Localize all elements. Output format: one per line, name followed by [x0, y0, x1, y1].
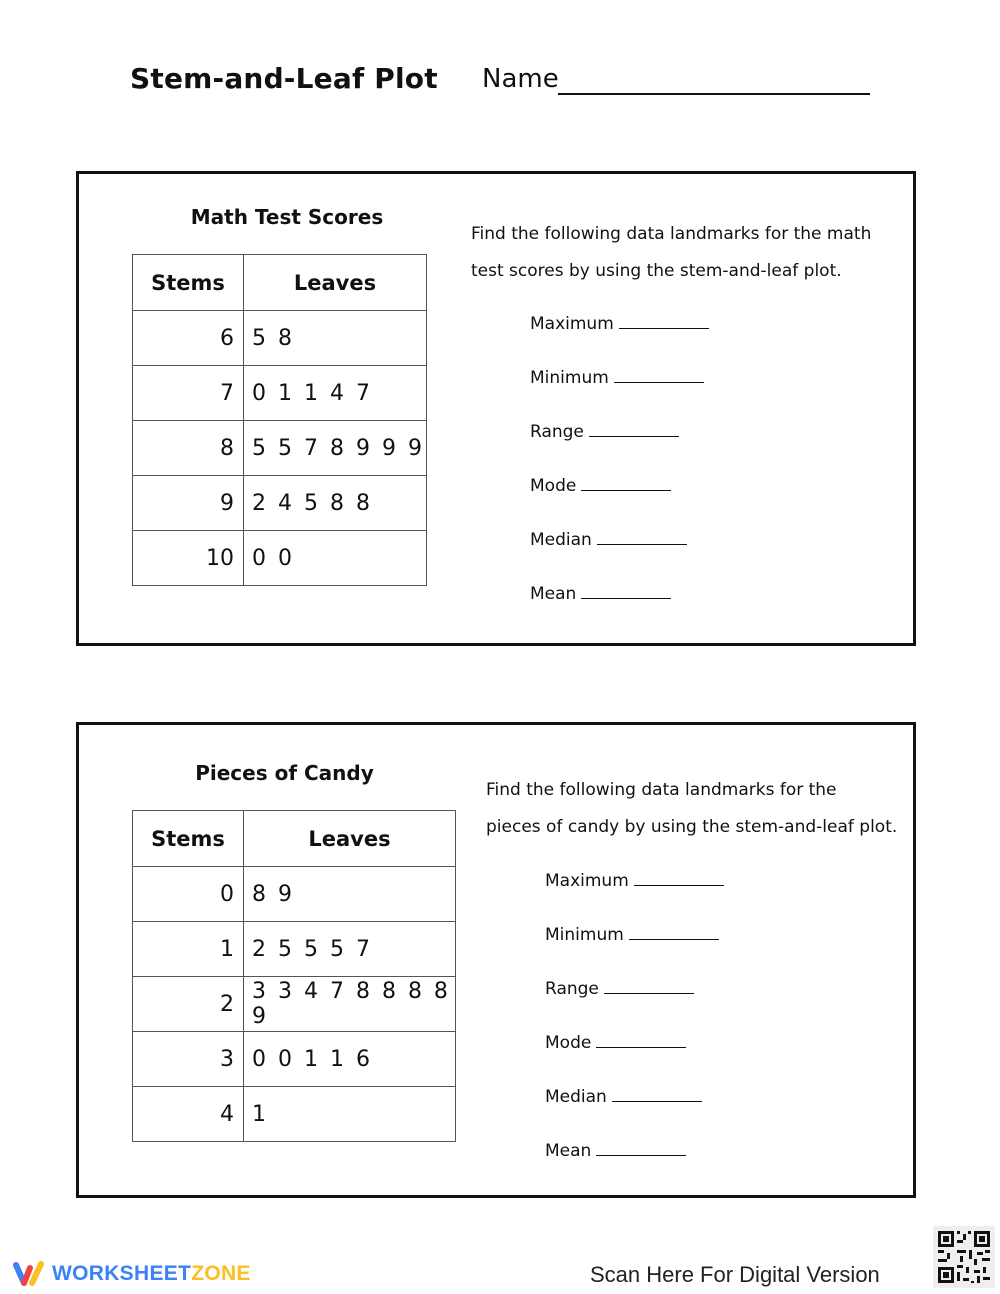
- table-row: [133, 922, 456, 977]
- question-mode: [545, 1033, 686, 1053]
- qr-code-icon[interactable]: [933, 1226, 995, 1288]
- question-mean: [545, 1141, 686, 1161]
- name-label: Name: [482, 64, 559, 94]
- instructions-line: Find the following data landmarks for the math: [471, 224, 872, 244]
- table-row: [133, 1087, 456, 1142]
- answer-blank[interactable]: [614, 368, 704, 383]
- table-row: [133, 867, 456, 922]
- name-field-line[interactable]: [558, 93, 870, 95]
- question-range: [530, 422, 679, 442]
- table-row: [133, 977, 456, 1032]
- answer-blank[interactable]: [612, 1087, 702, 1102]
- instructions-line: pieces of candy by using the stem-and-leaf plot.: [486, 817, 898, 837]
- stem-cell: 3: [133, 1032, 244, 1087]
- answer-blank[interactable]: [629, 925, 719, 940]
- question-mode: [530, 476, 671, 496]
- question-maximum: [545, 871, 724, 891]
- page-title: Stem-and-Leaf Plot: [130, 62, 438, 95]
- leaves-cell: 2 4 5 8 8: [244, 476, 427, 531]
- scan-text: Scan Here For Digital Version: [590, 1262, 880, 1287]
- question-minimum: [545, 925, 719, 945]
- instructions-math: [471, 216, 871, 290]
- question-mean: [530, 584, 671, 604]
- question-label: Median: [545, 1087, 607, 1107]
- question-label: Maximum: [530, 314, 614, 334]
- question-median: [530, 530, 687, 550]
- table-row: [133, 1032, 456, 1087]
- stems-header: Stems: [133, 811, 244, 867]
- leaves-cell: 5 5 7 8 9 9 9: [244, 421, 427, 476]
- instructions-candy: [486, 772, 897, 846]
- answer-blank[interactable]: [604, 979, 694, 994]
- answer-blank[interactable]: [589, 422, 679, 437]
- logo-word-worksheet: WORKSHEET: [52, 1262, 192, 1285]
- stem-cell: 6: [133, 311, 244, 366]
- question-minimum: [530, 368, 704, 388]
- question-label: Median: [530, 530, 592, 550]
- stems-header: Stems: [133, 255, 244, 311]
- leaves-cell: 0 0: [244, 531, 427, 586]
- answer-blank[interactable]: [596, 1141, 686, 1156]
- question-label: Range: [530, 422, 584, 442]
- stem-cell: 8: [133, 421, 244, 476]
- table-row: [133, 421, 427, 476]
- leaves-cell: 2 5 5 5 7: [244, 922, 456, 977]
- table-row: [133, 476, 427, 531]
- answer-blank[interactable]: [634, 871, 724, 886]
- leaves-cell: 3 3 4 7 8 8 8 8 9: [244, 977, 456, 1032]
- question-label: Minimum: [545, 925, 624, 945]
- plot-title-candy: Pieces of Candy: [195, 761, 374, 785]
- leaves-cell: 5 8: [244, 311, 427, 366]
- stem-leaf-table-math: [132, 254, 427, 586]
- leaves-cell: 0 0 1 1 6: [244, 1032, 456, 1087]
- stem-cell: 7: [133, 366, 244, 421]
- table-row: [133, 366, 427, 421]
- question-maximum: [530, 314, 709, 334]
- leaves-cell: 0 1 1 4 7: [244, 366, 427, 421]
- question-label: Minimum: [530, 368, 609, 388]
- answer-blank[interactable]: [619, 314, 709, 329]
- answer-blank[interactable]: [581, 584, 671, 599]
- question-median: [545, 1087, 702, 1107]
- worksheetzone-logo[interactable]: [12, 1260, 251, 1288]
- plot-title-math: Math Test Scores: [190, 205, 384, 229]
- question-label: Mode: [530, 476, 577, 496]
- leaves-header: Leaves: [244, 255, 427, 311]
- answer-blank[interactable]: [596, 1033, 686, 1048]
- question-label: Mean: [530, 584, 577, 604]
- stem-cell: 9: [133, 476, 244, 531]
- question-range: [545, 979, 694, 999]
- logo-w-icon: [12, 1260, 46, 1288]
- question-label: Mode: [545, 1033, 592, 1053]
- table-row: [133, 311, 427, 366]
- stem-cell: 4: [133, 1087, 244, 1142]
- question-label: Range: [545, 979, 599, 999]
- stem-cell: 0: [133, 867, 244, 922]
- answer-blank[interactable]: [597, 530, 687, 545]
- answer-blank[interactable]: [581, 476, 671, 491]
- logo-word-zone: ZONE: [191, 1262, 251, 1285]
- question-label: Maximum: [545, 871, 629, 891]
- leaves-cell: 1: [244, 1087, 456, 1142]
- stem-cell: 10: [133, 531, 244, 586]
- leaves-cell: 8 9: [244, 867, 456, 922]
- instructions-line: Find the following data landmarks for the: [486, 780, 837, 800]
- instructions-line: test scores by using the stem-and-leaf plot.: [471, 261, 842, 281]
- stem-leaf-table-candy: [132, 810, 456, 1142]
- stem-cell: 2: [133, 977, 244, 1032]
- stem-cell: 1: [133, 922, 244, 977]
- table-row: [133, 531, 427, 586]
- question-label: Mean: [545, 1141, 592, 1161]
- leaves-header: Leaves: [244, 811, 456, 867]
